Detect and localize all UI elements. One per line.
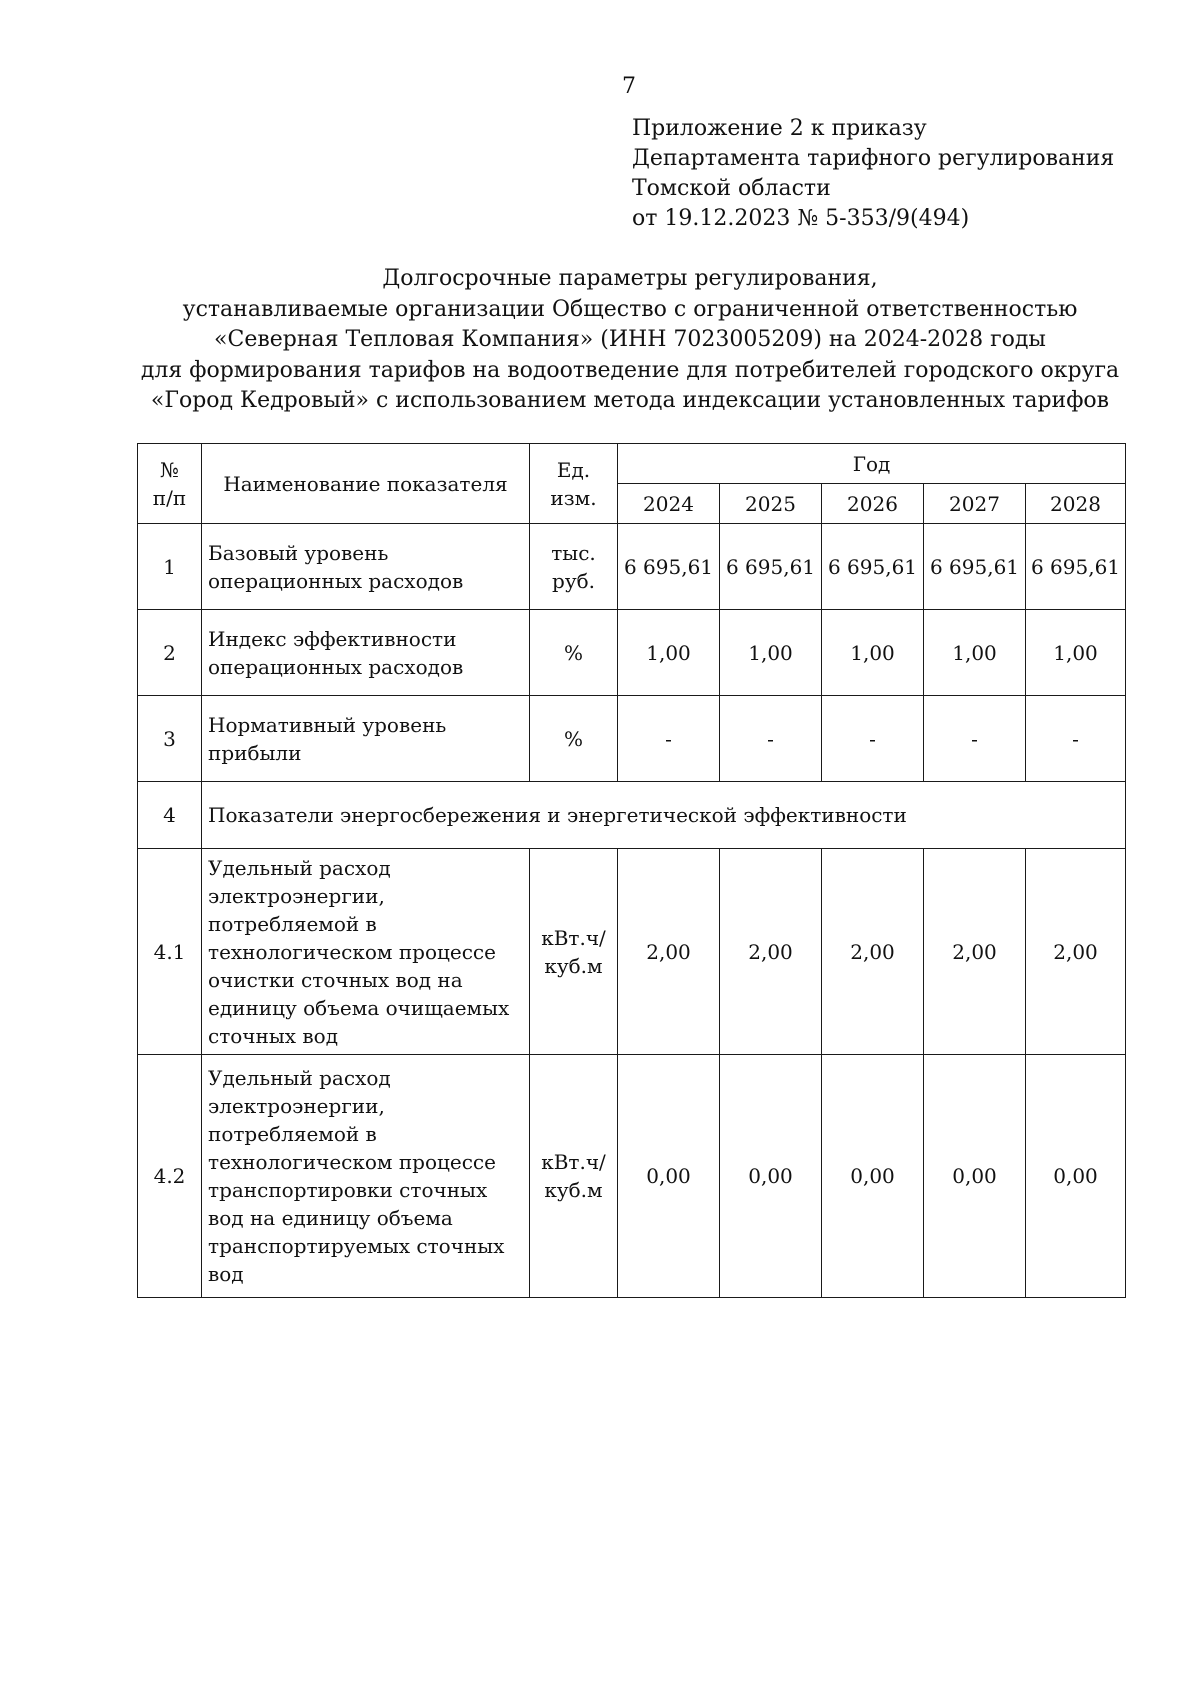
parameters-table bbox=[137, 443, 1126, 1298]
row-value: 0,00 bbox=[618, 1055, 720, 1298]
row-value: 0,00 bbox=[924, 1055, 1026, 1298]
row-unit-line: % bbox=[563, 640, 583, 665]
row-value: - bbox=[924, 696, 1026, 782]
section-title: Показатели энергосбережения и энергетической эффективности bbox=[202, 782, 1126, 849]
row-name: Удельный расход электроэнергии, потребляемой в технологическом процессе очистки сточных вод на единицу объема очищаемых сточных вод bbox=[202, 849, 530, 1055]
row-value: 1,00 bbox=[822, 610, 924, 696]
row-name: Удельный расход электроэнергии, потребляемой в технологическом процессе транспортировки сточных вод на единицу объема транспортируемых сточных вод bbox=[202, 1055, 530, 1298]
row-value: 0,00 bbox=[822, 1055, 924, 1298]
row-value: 0,00 bbox=[720, 1055, 822, 1298]
header-num-line: п/п bbox=[152, 485, 187, 510]
page-number: 7 bbox=[622, 74, 636, 99]
row-num: 4.1 bbox=[138, 849, 202, 1055]
header-year: 2025 bbox=[720, 484, 822, 524]
row-value: 6 695,61 bbox=[822, 524, 924, 610]
row-unit bbox=[530, 696, 618, 782]
row-name: Индекс эффективности операционных расходов bbox=[202, 610, 530, 696]
header-year: 2027 bbox=[924, 484, 1026, 524]
table-row bbox=[138, 849, 1126, 1055]
header-row bbox=[138, 444, 1126, 484]
row-value: 2,00 bbox=[822, 849, 924, 1055]
header-num-line: № bbox=[160, 457, 179, 482]
table-row bbox=[138, 696, 1126, 782]
row-unit-line: куб.м bbox=[544, 1178, 603, 1202]
row-unit-line: % bbox=[563, 726, 583, 751]
section-row bbox=[138, 782, 1126, 849]
appendix-line: от 19.12.2023 № 5-353/9(494) bbox=[632, 206, 970, 231]
row-unit bbox=[530, 524, 618, 610]
row-value: - bbox=[1026, 696, 1126, 782]
row-value: 6 695,61 bbox=[720, 524, 822, 610]
row-unit bbox=[530, 849, 618, 1055]
title-line: устанавливаемые организации Общество с ограниченной ответственностью bbox=[182, 296, 1078, 322]
header-year-group: Год bbox=[618, 444, 1126, 484]
row-value: 6 695,61 bbox=[618, 524, 720, 610]
row-value: - bbox=[618, 696, 720, 782]
row-num: 2 bbox=[138, 610, 202, 696]
row-unit-line: кВт.ч/ bbox=[541, 925, 606, 950]
appendix-reference bbox=[632, 114, 1114, 234]
row-value: 0,00 bbox=[1026, 1055, 1126, 1298]
title-line: «Северная Тепловая Компания» (ИНН 7023005209) на 2024-2028 годы bbox=[214, 327, 1046, 352]
appendix-line: Департамента тарифного регулирования bbox=[632, 146, 1115, 171]
header-num bbox=[138, 444, 202, 524]
title-line: «Город Кедровый» с использованием метода индексации установленных тарифов bbox=[150, 388, 1110, 413]
row-value: 2,00 bbox=[720, 849, 822, 1055]
row-value: 1,00 bbox=[618, 610, 720, 696]
row-value: - bbox=[822, 696, 924, 782]
row-num: 3 bbox=[138, 696, 202, 782]
header-year: 2024 bbox=[618, 484, 720, 524]
row-unit-line: тыс. bbox=[551, 540, 596, 565]
row-name: Нормативный уровень прибыли bbox=[202, 696, 530, 782]
row-unit bbox=[530, 1055, 618, 1298]
row-num: 1 bbox=[138, 524, 202, 610]
table-row bbox=[138, 524, 1126, 610]
title-line: Долгосрочные параметры регулирования, bbox=[382, 266, 878, 291]
row-value: 2,00 bbox=[924, 849, 1026, 1055]
appendix-line: Томской области bbox=[632, 176, 831, 201]
row-value: 6 695,61 bbox=[1026, 524, 1126, 610]
row-value: 1,00 bbox=[720, 610, 822, 696]
row-value: - bbox=[720, 696, 822, 782]
row-name: Базовый уровень операционных расходов bbox=[202, 524, 530, 610]
header-name: Наименование показателя bbox=[202, 444, 530, 524]
row-value: 6 695,61 bbox=[924, 524, 1026, 610]
row-value: 2,00 bbox=[618, 849, 720, 1055]
row-unit-line: руб. bbox=[552, 568, 595, 593]
table-row bbox=[138, 1055, 1126, 1298]
row-unit-line: куб.м bbox=[544, 953, 603, 978]
header-year: 2028 bbox=[1026, 484, 1126, 524]
header-unit bbox=[530, 444, 618, 524]
row-num: 4.2 bbox=[138, 1055, 202, 1298]
header-unit-line: изм. bbox=[550, 485, 597, 510]
row-value: 2,00 bbox=[1026, 849, 1126, 1055]
row-num: 4 bbox=[138, 782, 202, 849]
header-year: 2026 bbox=[822, 484, 924, 524]
header-unit-line: Ед. bbox=[556, 457, 591, 482]
row-value: 1,00 bbox=[1026, 610, 1126, 696]
document-title bbox=[0, 264, 1200, 417]
title-line: для формирования тарифов на водоотведение для потребителей городского округа bbox=[140, 357, 1120, 383]
table-row bbox=[138, 610, 1126, 696]
row-unit-line: кВт.ч/ bbox=[541, 1150, 606, 1174]
row-unit bbox=[530, 610, 618, 696]
row-value: 1,00 bbox=[924, 610, 1026, 696]
appendix-line: Приложение 2 к приказу bbox=[632, 116, 927, 141]
